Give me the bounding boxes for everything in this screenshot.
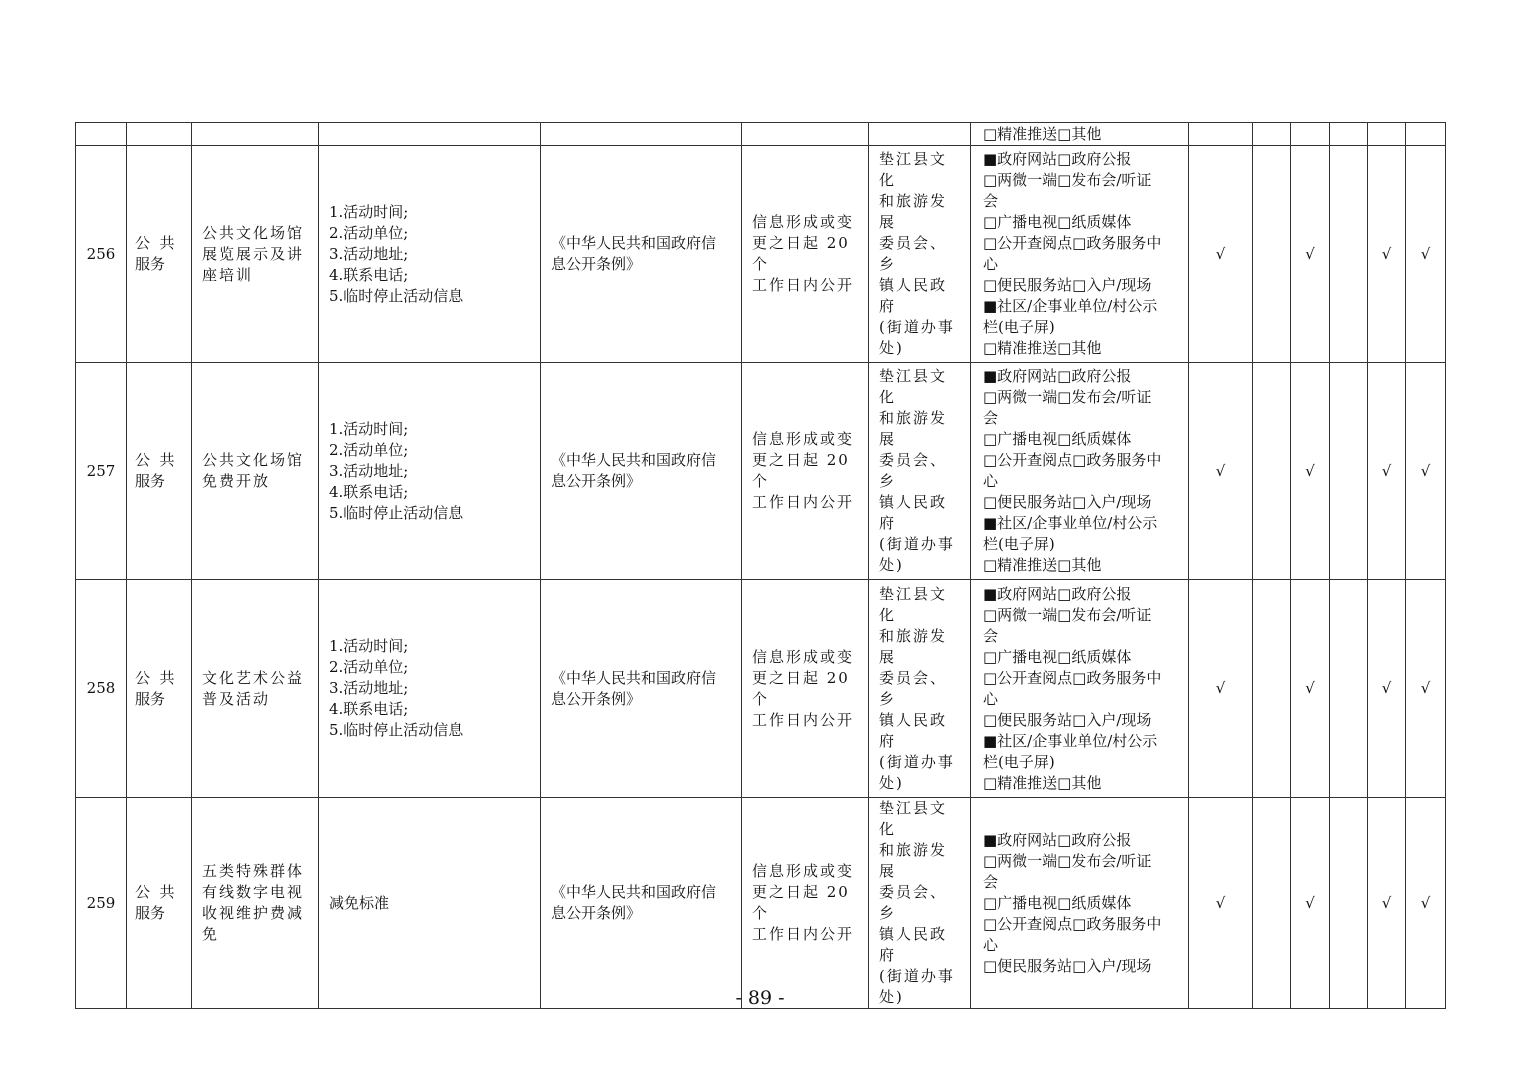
channel-line: ■社区/企事业单位/村公示	[983, 731, 1158, 750]
check-cell	[1189, 580, 1253, 798]
item-cell	[192, 798, 319, 1009]
time-limit-line: 工作日内公开	[752, 493, 855, 511]
check-mark: √	[1420, 244, 1431, 263]
channel-line: ■政府网站□政府公报	[983, 584, 1132, 603]
subject-cell	[869, 363, 971, 580]
content-line: 2.活动单位;	[329, 658, 409, 676]
channel-line: 栏(电子屏)	[983, 318, 1055, 336]
domain-line: 公 共	[135, 668, 175, 687]
check-mark: √	[1305, 461, 1315, 480]
channel-line: 栏(电子屏)	[983, 535, 1055, 553]
channel-line: □两微一端□发布会/听证	[983, 388, 1152, 406]
channel-line: ■社区/企事业单位/村公示	[983, 514, 1158, 532]
basis-line: 息公开条例》	[551, 689, 642, 708]
content-line: 2.活动单位;	[329, 440, 409, 459]
content-line: 1.活动时间;	[329, 419, 409, 438]
subject-line: 和旅游发展	[879, 409, 948, 448]
content-line: 5.临时停止活动信息	[329, 721, 464, 739]
channel-line: □精准推送□其他	[983, 339, 1102, 357]
content-line: 5.临时停止活动信息	[329, 503, 464, 522]
check-cell	[1330, 146, 1368, 363]
domain-cell	[127, 146, 192, 363]
subject-line: (街道办事	[879, 967, 955, 985]
channel-line: 会	[983, 192, 999, 210]
domain-line: 服务	[135, 472, 166, 490]
content-line: 4.联系电话;	[329, 265, 409, 284]
item-cell	[192, 363, 319, 580]
row-number-cell	[76, 580, 127, 798]
page-number: - 89 -	[735, 987, 785, 1009]
table-row	[76, 146, 1446, 363]
cell-empty	[742, 123, 869, 146]
channel-line: ■政府网站□政府公报	[983, 830, 1132, 849]
check-mark: √	[1215, 244, 1226, 263]
check-cell	[1291, 798, 1330, 1009]
basis-line: 《中华人民共和国政府信	[551, 234, 717, 252]
subject-line: 处)	[879, 988, 904, 1006]
subject-line: 垫江县文化	[879, 799, 948, 838]
subject-line: (街道办事	[879, 318, 955, 336]
time-limit-cell	[742, 146, 869, 363]
channel-line: 会	[983, 409, 999, 427]
basis-cell	[541, 363, 742, 580]
basis-cell	[541, 146, 742, 363]
time-limit-line: 更之日起 20 个	[752, 883, 850, 922]
check-cell	[1330, 798, 1368, 1009]
time-limit-line: 更之日起 20 个	[752, 234, 850, 273]
channel-line: 心	[983, 935, 999, 954]
subject-line: 和旅游发展	[879, 626, 948, 666]
cell-empty	[1291, 123, 1330, 146]
domain-line: 服务	[135, 255, 166, 273]
basis-line: 息公开条例》	[551, 255, 642, 273]
check-mark: √	[1305, 893, 1315, 912]
domain-line: 服务	[135, 904, 166, 922]
check-cell	[1406, 798, 1446, 1009]
check-cell	[1189, 798, 1253, 1009]
channels-cell	[971, 123, 1189, 146]
cell-empty	[1330, 123, 1368, 146]
item-line: 文化艺术公益	[202, 668, 305, 687]
row-number: 256	[86, 244, 116, 263]
cell-empty	[127, 123, 192, 146]
domain-line: 公 共	[135, 451, 175, 469]
cell-empty	[869, 123, 971, 146]
check-cell	[1189, 363, 1253, 580]
content-line: 4.联系电话;	[329, 700, 409, 718]
channel-line: □便民服务站□入户/现场	[983, 710, 1152, 729]
subject-line: 委员会、乡	[879, 234, 948, 273]
time-limit-line: 信息形成或变	[752, 430, 855, 448]
domain-line: 公 共	[135, 234, 175, 252]
table-row	[76, 363, 1446, 580]
content-line: 1.活动时间;	[329, 637, 409, 655]
subject-line: 镇人民政府	[879, 710, 948, 750]
channel-line: ■政府网站□政府公报	[983, 367, 1132, 385]
check-cell	[1330, 363, 1368, 580]
subject-line: 镇人民政府	[879, 925, 948, 964]
content-line: 3.活动地址;	[329, 244, 409, 263]
time-limit-line: 信息形成或变	[752, 862, 855, 880]
item-line: 五类特殊群体	[202, 862, 305, 880]
channels-cell	[971, 798, 1189, 1009]
check-cell	[1291, 580, 1330, 798]
subject-line: 委员会、乡	[879, 883, 948, 922]
channel-line: □便民服务站□入户/现场	[983, 956, 1152, 975]
subject-line: 处)	[879, 773, 904, 792]
domain-cell	[127, 363, 192, 580]
subject-cell	[869, 798, 971, 1009]
domain-line: 服务	[135, 689, 166, 708]
row-number-cell	[76, 798, 127, 1009]
subject-line: 垫江县文化	[879, 150, 948, 189]
basis-line: 息公开条例》	[551, 904, 642, 922]
domain-cell	[127, 580, 192, 798]
channel-line: □精准推送□其他	[983, 773, 1102, 792]
basis-cell	[541, 580, 742, 798]
time-limit-cell	[742, 798, 869, 1009]
cell-empty	[1406, 123, 1446, 146]
check-mark: √	[1420, 893, 1431, 912]
check-mark: √	[1420, 679, 1431, 697]
item-line: 收视维护费减	[202, 904, 305, 922]
subject-line: 处)	[879, 339, 904, 357]
time-limit-line: 工作日内公开	[752, 925, 855, 943]
check-cell	[1368, 146, 1406, 363]
subject-line: 委员会、乡	[879, 451, 948, 490]
time-limit-line: 信息形成或变	[752, 647, 855, 666]
subject-line: 和旅游发展	[879, 841, 948, 880]
content-line: 5.临时停止活动信息	[329, 286, 464, 305]
check-cell	[1368, 580, 1406, 798]
channel-line: □广播电视□纸质媒体	[983, 213, 1132, 231]
channel-line: □公开查阅点□政务服务中	[983, 234, 1162, 252]
channel-line: □便民服务站□入户/现场	[983, 493, 1152, 511]
subject-cell	[869, 580, 971, 798]
channel-line: □两微一端□发布会/听证	[983, 605, 1152, 624]
cell-empty	[319, 123, 541, 146]
content-line: 减免标准	[329, 893, 390, 912]
check-cell	[1253, 363, 1291, 580]
row-number: 259	[86, 893, 116, 912]
item-line: 普及活动	[202, 689, 271, 708]
time-limit-line: 信息形成或变	[752, 213, 855, 231]
item-line: 展览展示及讲	[202, 244, 305, 263]
check-mark: √	[1215, 461, 1226, 480]
subject-line: 处)	[879, 556, 904, 574]
channel-line: □广播电视□纸质媒体	[983, 647, 1132, 666]
content-line: 1.活动时间;	[329, 202, 409, 221]
check-cell	[1406, 146, 1446, 363]
content-cell	[319, 363, 541, 580]
channel-line: □两微一端□发布会/听证	[983, 851, 1152, 870]
content-cell	[319, 798, 541, 1009]
content-line: 2.活动单位;	[329, 223, 409, 242]
channel-line: □广播电视□纸质媒体	[983, 893, 1132, 912]
basis-line: 《中华人民共和国政府信	[551, 668, 717, 687]
table-row	[76, 798, 1446, 1009]
time-limit-line: 工作日内公开	[752, 710, 855, 729]
basis-cell	[541, 798, 742, 1009]
cell-empty	[192, 123, 319, 146]
channel-line: □广播电视□纸质媒体	[983, 430, 1132, 448]
channel-line: □精准推送□其他	[983, 124, 1102, 143]
cell-empty	[541, 123, 742, 146]
check-mark: √	[1305, 244, 1315, 263]
check-cell	[1291, 363, 1330, 580]
item-line: 免费开放	[202, 472, 271, 490]
row-number: 257	[86, 461, 116, 480]
cell-empty	[1253, 123, 1291, 146]
subject-line: (街道办事	[879, 752, 955, 771]
item-line: 有线数字电视	[202, 883, 305, 901]
channel-line: 心	[983, 255, 999, 273]
row-number-cell	[76, 146, 127, 363]
content-line: 3.活动地址;	[329, 679, 409, 697]
check-cell	[1253, 580, 1291, 798]
item-line: 公共文化场馆	[202, 451, 305, 469]
check-mark: √	[1215, 679, 1226, 697]
subject-line: 垫江县文化	[879, 367, 948, 406]
time-limit-line: 更之日起 20 个	[752, 668, 850, 708]
channel-line: 心	[983, 689, 999, 708]
channel-line: □精准推送□其他	[983, 556, 1102, 574]
domain-line: 公 共	[135, 883, 175, 901]
cell-empty	[76, 123, 127, 146]
time-limit-line: 工作日内公开	[752, 276, 855, 294]
check-cell	[1189, 146, 1253, 363]
basis-line: 息公开条例》	[551, 472, 642, 490]
channel-line: □两微一端□发布会/听证	[983, 171, 1152, 189]
subject-line: 委员会、乡	[879, 668, 948, 708]
check-mark: √	[1305, 679, 1315, 697]
channels-cell	[971, 580, 1189, 798]
check-mark: √	[1420, 461, 1431, 480]
item-cell	[192, 580, 319, 798]
check-cell	[1253, 798, 1291, 1009]
check-mark: √	[1215, 893, 1226, 912]
basis-line: 《中华人民共和国政府信	[551, 883, 717, 901]
channels-cell	[971, 363, 1189, 580]
item-cell	[192, 146, 319, 363]
channel-line: 心	[983, 472, 999, 490]
domain-cell	[127, 798, 192, 1009]
table-row-continuation	[76, 123, 1446, 146]
channel-line: □公开查阅点□政务服务中	[983, 914, 1162, 933]
time-limit-line: 更之日起 20 个	[752, 451, 850, 490]
channel-line: ■社区/企事业单位/村公示	[983, 297, 1158, 315]
check-cell	[1368, 798, 1406, 1009]
subject-line: 和旅游发展	[879, 192, 948, 231]
subject-line: 镇人民政府	[879, 276, 948, 315]
item-line: 座培训	[202, 265, 254, 284]
check-cell	[1253, 146, 1291, 363]
check-mark: √	[1381, 893, 1392, 912]
subject-cell	[869, 146, 971, 363]
channel-line: □公开查阅点□政务服务中	[983, 451, 1162, 469]
table-row	[76, 580, 1446, 798]
channel-line: ■政府网站□政府公报	[983, 150, 1132, 168]
subject-line: (街道办事	[879, 535, 955, 553]
channel-line: 会	[983, 872, 999, 891]
channel-line: 会	[983, 626, 999, 645]
disclosure-table	[75, 122, 1446, 1009]
item-line: 免	[202, 925, 220, 943]
check-cell	[1406, 363, 1446, 580]
content-cell	[319, 146, 541, 363]
check-cell	[1368, 363, 1406, 580]
check-mark: √	[1381, 679, 1392, 697]
check-cell	[1291, 146, 1330, 363]
basis-line: 《中华人民共和国政府信	[551, 451, 717, 469]
check-cell	[1406, 580, 1446, 798]
channel-line: □公开查阅点□政务服务中	[983, 668, 1162, 687]
channel-line: 栏(电子屏)	[983, 752, 1055, 771]
time-limit-cell	[742, 363, 869, 580]
table-body	[76, 123, 1446, 1009]
content-line: 3.活动地址;	[329, 461, 409, 480]
item-line: 公共文化场馆	[202, 223, 305, 242]
cell-empty	[1189, 123, 1253, 146]
check-mark: √	[1381, 461, 1392, 480]
row-number: 258	[86, 679, 116, 697]
time-limit-cell	[742, 580, 869, 798]
subject-line: 镇人民政府	[879, 493, 948, 532]
content-line: 4.联系电话;	[329, 482, 409, 501]
row-number-cell	[76, 363, 127, 580]
subject-line: 垫江县文化	[879, 584, 948, 624]
check-cell	[1330, 580, 1368, 798]
check-mark: √	[1381, 244, 1392, 263]
channels-cell	[971, 146, 1189, 363]
cell-empty	[1368, 123, 1406, 146]
content-cell	[319, 580, 541, 798]
channel-line: □便民服务站□入户/现场	[983, 276, 1152, 294]
